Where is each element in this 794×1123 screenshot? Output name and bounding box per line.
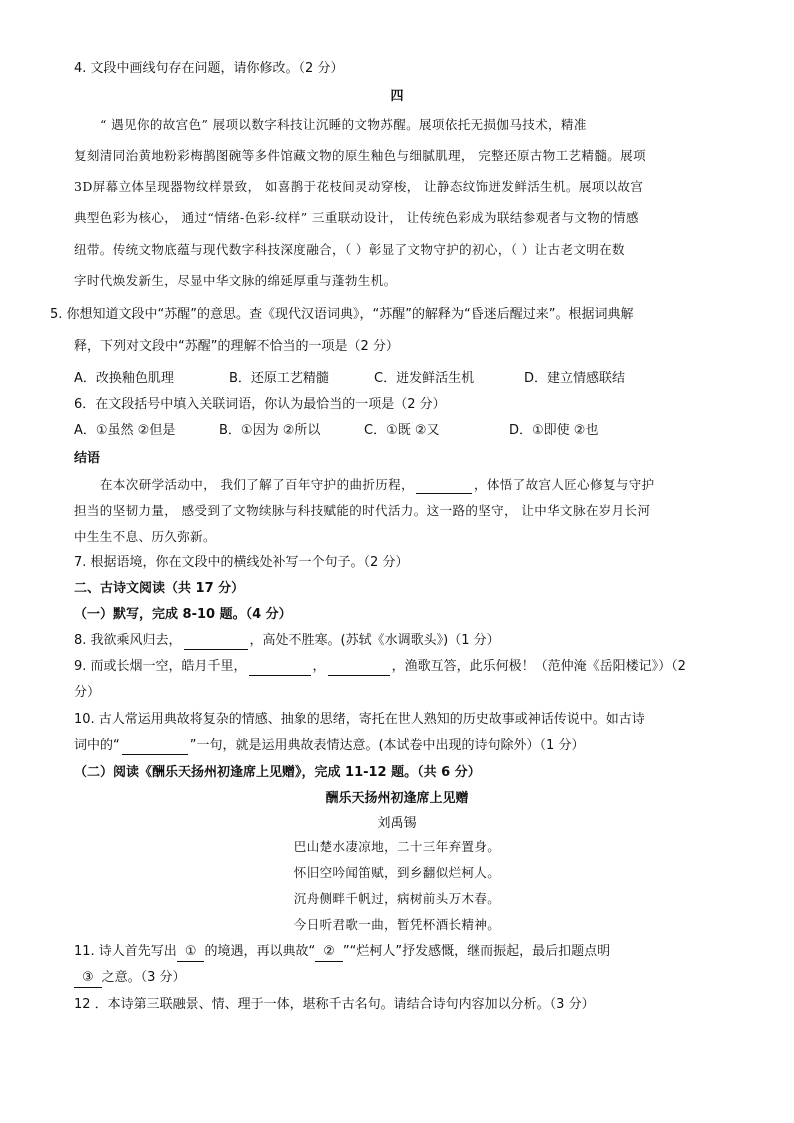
subsection-1-heading: （一）默写，完成 8-10 题。（4 分） (74, 607, 292, 622)
part-2-heading: 二、古诗文阅读（共 17 分） (74, 581, 245, 596)
question-12: 12 ．本诗第三联融景、情、理于一体，堪称千古名句。请结合诗句内容加以分析。（3 分） (74, 997, 595, 1012)
poem-line-1: 巴山楚水凄凉地，二十三年弃置身。 (293, 839, 501, 854)
conclusion-heading: 结语 (74, 451, 101, 466)
q6-option-c[interactable]: C．①既 ②又 (364, 423, 440, 438)
question-8: 8. 我欲乘风归去， ，高处不胜寒。(苏轼《水调歌头》)（1 分） (74, 633, 500, 648)
subsection-2-heading: （二）阅读《酬乐天扬州初逢席上见赠》，完成 11-12 题。（共 6 分） (74, 765, 481, 780)
paragraph-4-line-4: 典型色彩为核心， 通过“情绪-色彩-纹样” 三重联动设计， 让传统色彩成为联结参观者与文物的情感 (74, 210, 639, 225)
poem-author: 刘禹锡 (377, 816, 417, 831)
q5-option-d[interactable]: D．建立情感联结 (524, 371, 626, 386)
q5-option-a[interactable]: A．改换釉色肌理 (74, 371, 174, 386)
question-6-options (74, 422, 598, 440)
question-11-line-2: ③ 之意。（3 分） (74, 969, 186, 988)
conclusion-blank[interactable] (416, 479, 472, 494)
paragraph-4-line-1: “ 遇见你的故宫色” 展项以数字科技让沉睡的文物苏醒。展项依托无损伽马技术，精准 (100, 117, 587, 132)
question-10-line-2: 词中的“ ”一句，就是运用典故表情达意。(本试卷中出现的诗句除外）（1 分） (74, 738, 585, 753)
conclusion-line-1: 在本次研学活动中， 我们了解了百年守护的曲折历程， ，体悟了故宫人匠心修复与守护 (100, 477, 655, 492)
poem-line-2: 怀旧空吟闻笛赋，到乡翻似烂柯人。 (293, 865, 501, 880)
q9-blank-2[interactable] (328, 661, 390, 676)
q5-option-b[interactable]: B．还原工艺精髓 (229, 371, 329, 386)
q5-option-c[interactable]: C．迸发鲜活生机 (374, 371, 475, 386)
question-6: 6．在文段括号中填入关联词语，你认为最恰当的一项是（2 分） (74, 397, 446, 412)
question-9-cont: 分） (74, 685, 101, 700)
question-7: 7. 根据语境，你在文段中的横线处补写一个句子。（2 分） (74, 555, 409, 570)
q6-option-d[interactable]: D．①即使 ②也 (509, 423, 599, 438)
q6-option-a[interactable]: A．①虽然 ②但是 (74, 423, 176, 438)
question-11-line-1: 11. 诗人首先写出 ① 的境遇，再以典故“ ② ”“烂柯人”抒发感慨，继而振起，最后扣题点明 (74, 943, 610, 962)
poem-title: 酬乐天扬州初逢席上见赠 (325, 791, 469, 806)
q6-option-b[interactable]: B．①因为 ②所以 (219, 423, 321, 438)
conclusion-line-2: 担当的坚韧力量， 感受到了文物续脉与科技赋能的时代活力。这一路的坚守， 让中华文脉在岁月长河 (74, 503, 651, 518)
q10-blank[interactable] (122, 740, 188, 755)
q8-blank[interactable] (184, 635, 248, 650)
paragraph-4-line-6: 字时代焕发新生，尽显中华文脉的绵延厚重与蓬勃生机。 (74, 273, 397, 288)
q11-blank-3[interactable]: ③ (74, 969, 102, 988)
section-heading-4: 四 (390, 89, 404, 104)
question-5-line-1: 5. 你想知道文段中“苏醒”的意思。查《现代汉语词典》，“苏醒”的解释为“昏迷后醒过来”。根据词典解 (50, 307, 634, 322)
q11-blank-2[interactable]: ② (315, 943, 343, 962)
conclusion-line-3: 中生生不息、历久弥新。 (74, 529, 216, 544)
poem-line-4: 今日听君歌一曲，暂凭杯酒长精神。 (293, 917, 501, 932)
paragraph-4-line-3: 3D屏幕立体呈现器物纹样景致， 如喜鹊于花枝间灵动穿梭， 让静态纹饰迸发鲜活生机。展项以故宫 (74, 179, 644, 194)
question-10-line-1: 10. 古人常运用典故将复杂的情感、抽象的思绪，寄托在世人熟知的历史故事或神话传说中。如古诗 (74, 712, 645, 727)
paragraph-4-line-2: 复刻清同治黄地粉彩梅鹊图碗等多件馆藏文物的原生釉色与细腻肌理， 完整还原古物工艺精髓。展项 (74, 148, 646, 163)
q9-blank-1[interactable] (249, 661, 311, 676)
question-4: 4. 文段中画线句存在问题，请你修改。（2 分） (74, 61, 344, 76)
question-5-options (74, 370, 625, 388)
question-9: 9. 而或长烟一空，皓月千里， ， ，渔歌互答，此乐何极！（范仲淹《岳阳楼记》）（2 (74, 659, 686, 674)
q11-blank-1[interactable]: ① (177, 943, 205, 962)
paragraph-4-line-5: 纽带。传统文物底蕴与现代数字科技深度融合，（ ）彰显了文物守护的初心，（ ）让古老文明在数 (74, 242, 625, 257)
question-5-line-2: 释，下列对文段中“苏醒”的理解不恰当的一项是（2 分） (74, 339, 399, 354)
poem-line-3: 沉舟侧畔千帆过，病树前头万木春。 (293, 891, 501, 906)
